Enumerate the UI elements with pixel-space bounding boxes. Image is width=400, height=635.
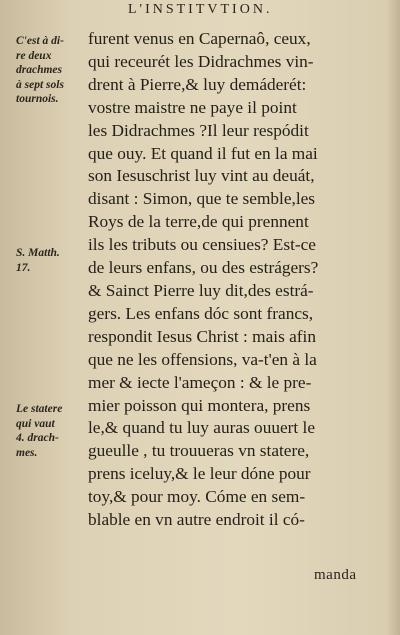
margin-note-line: à sept sols <box>16 78 64 91</box>
margin-note-line: tournois. <box>16 93 59 105</box>
text-line: le,& quand tu luy auras ouuert le <box>88 418 315 438</box>
page-edge-shadow <box>386 0 400 635</box>
text-line: mier poisson qui montera, prens <box>88 395 311 415</box>
text-line: toy,& pour moy. Cóme en sem- <box>88 487 306 507</box>
text-line: que ouy. Et quand il fut en la mai <box>88 143 318 163</box>
margin-note-line: qui vaut <box>16 417 55 430</box>
margin-note-drachmes <box>16 34 64 107</box>
text-line: respondit Iesus Christ : mais afin <box>88 326 316 346</box>
margin-note-line: 4. drach- <box>16 432 59 444</box>
margin-note-smatth <box>16 246 60 275</box>
text-line: & Sainct Pierre luy dit,des estrá- <box>88 280 314 300</box>
text-line: que ne les offensions, va-t'en à la <box>88 349 317 369</box>
text-line: ils les tributs ou censiues? Est-ce <box>88 235 316 255</box>
margin-note-line: mes. <box>16 446 38 459</box>
text-line: Roys de la terre,de qui prennent <box>88 212 309 232</box>
margin-note-line: drachmes <box>16 64 62 76</box>
margin-note-statere <box>16 402 62 460</box>
text-line: drent à Pierre,& luy demáderét: <box>88 74 307 94</box>
body-text <box>88 28 388 532</box>
margin-note-line: C'est à di- <box>16 35 64 47</box>
text-line: disant : Simon, que te semble,les <box>88 189 316 209</box>
text-line: qui receurét les Didrachmes vin- <box>88 51 314 71</box>
margin-note-line: 17. <box>16 261 31 274</box>
text-line: blable en vn autre endroit il có- <box>88 510 305 530</box>
text-line: mer & iecte l'ameçon : & le pre- <box>88 372 312 392</box>
text-line: vostre maistre ne paye il point <box>88 97 297 117</box>
catchword: manda <box>314 567 357 583</box>
margin-note-line: re deux <box>16 49 52 62</box>
text-line: gers. Les enfans dóc sont francs, <box>88 303 314 323</box>
margin-note-line: Le statere <box>16 403 63 415</box>
text-line: son Iesuschrist luy vint au deuát, <box>88 166 315 186</box>
margin-note-line: S. Matth. <box>16 247 60 259</box>
text-line: les Didrachmes ?Il leur respódit <box>88 120 309 140</box>
text-line: furent venus en Capernaô, ceux, <box>88 29 311 48</box>
running-head: L'INSTITVTION. <box>128 2 273 17</box>
text-line: gueulle , tu trouueras vn statere, <box>88 441 310 461</box>
text-line: prens iceluy,& le leur dóne pour <box>88 464 311 484</box>
text-line: de leurs enfans, ou des estrágers? <box>88 258 319 278</box>
